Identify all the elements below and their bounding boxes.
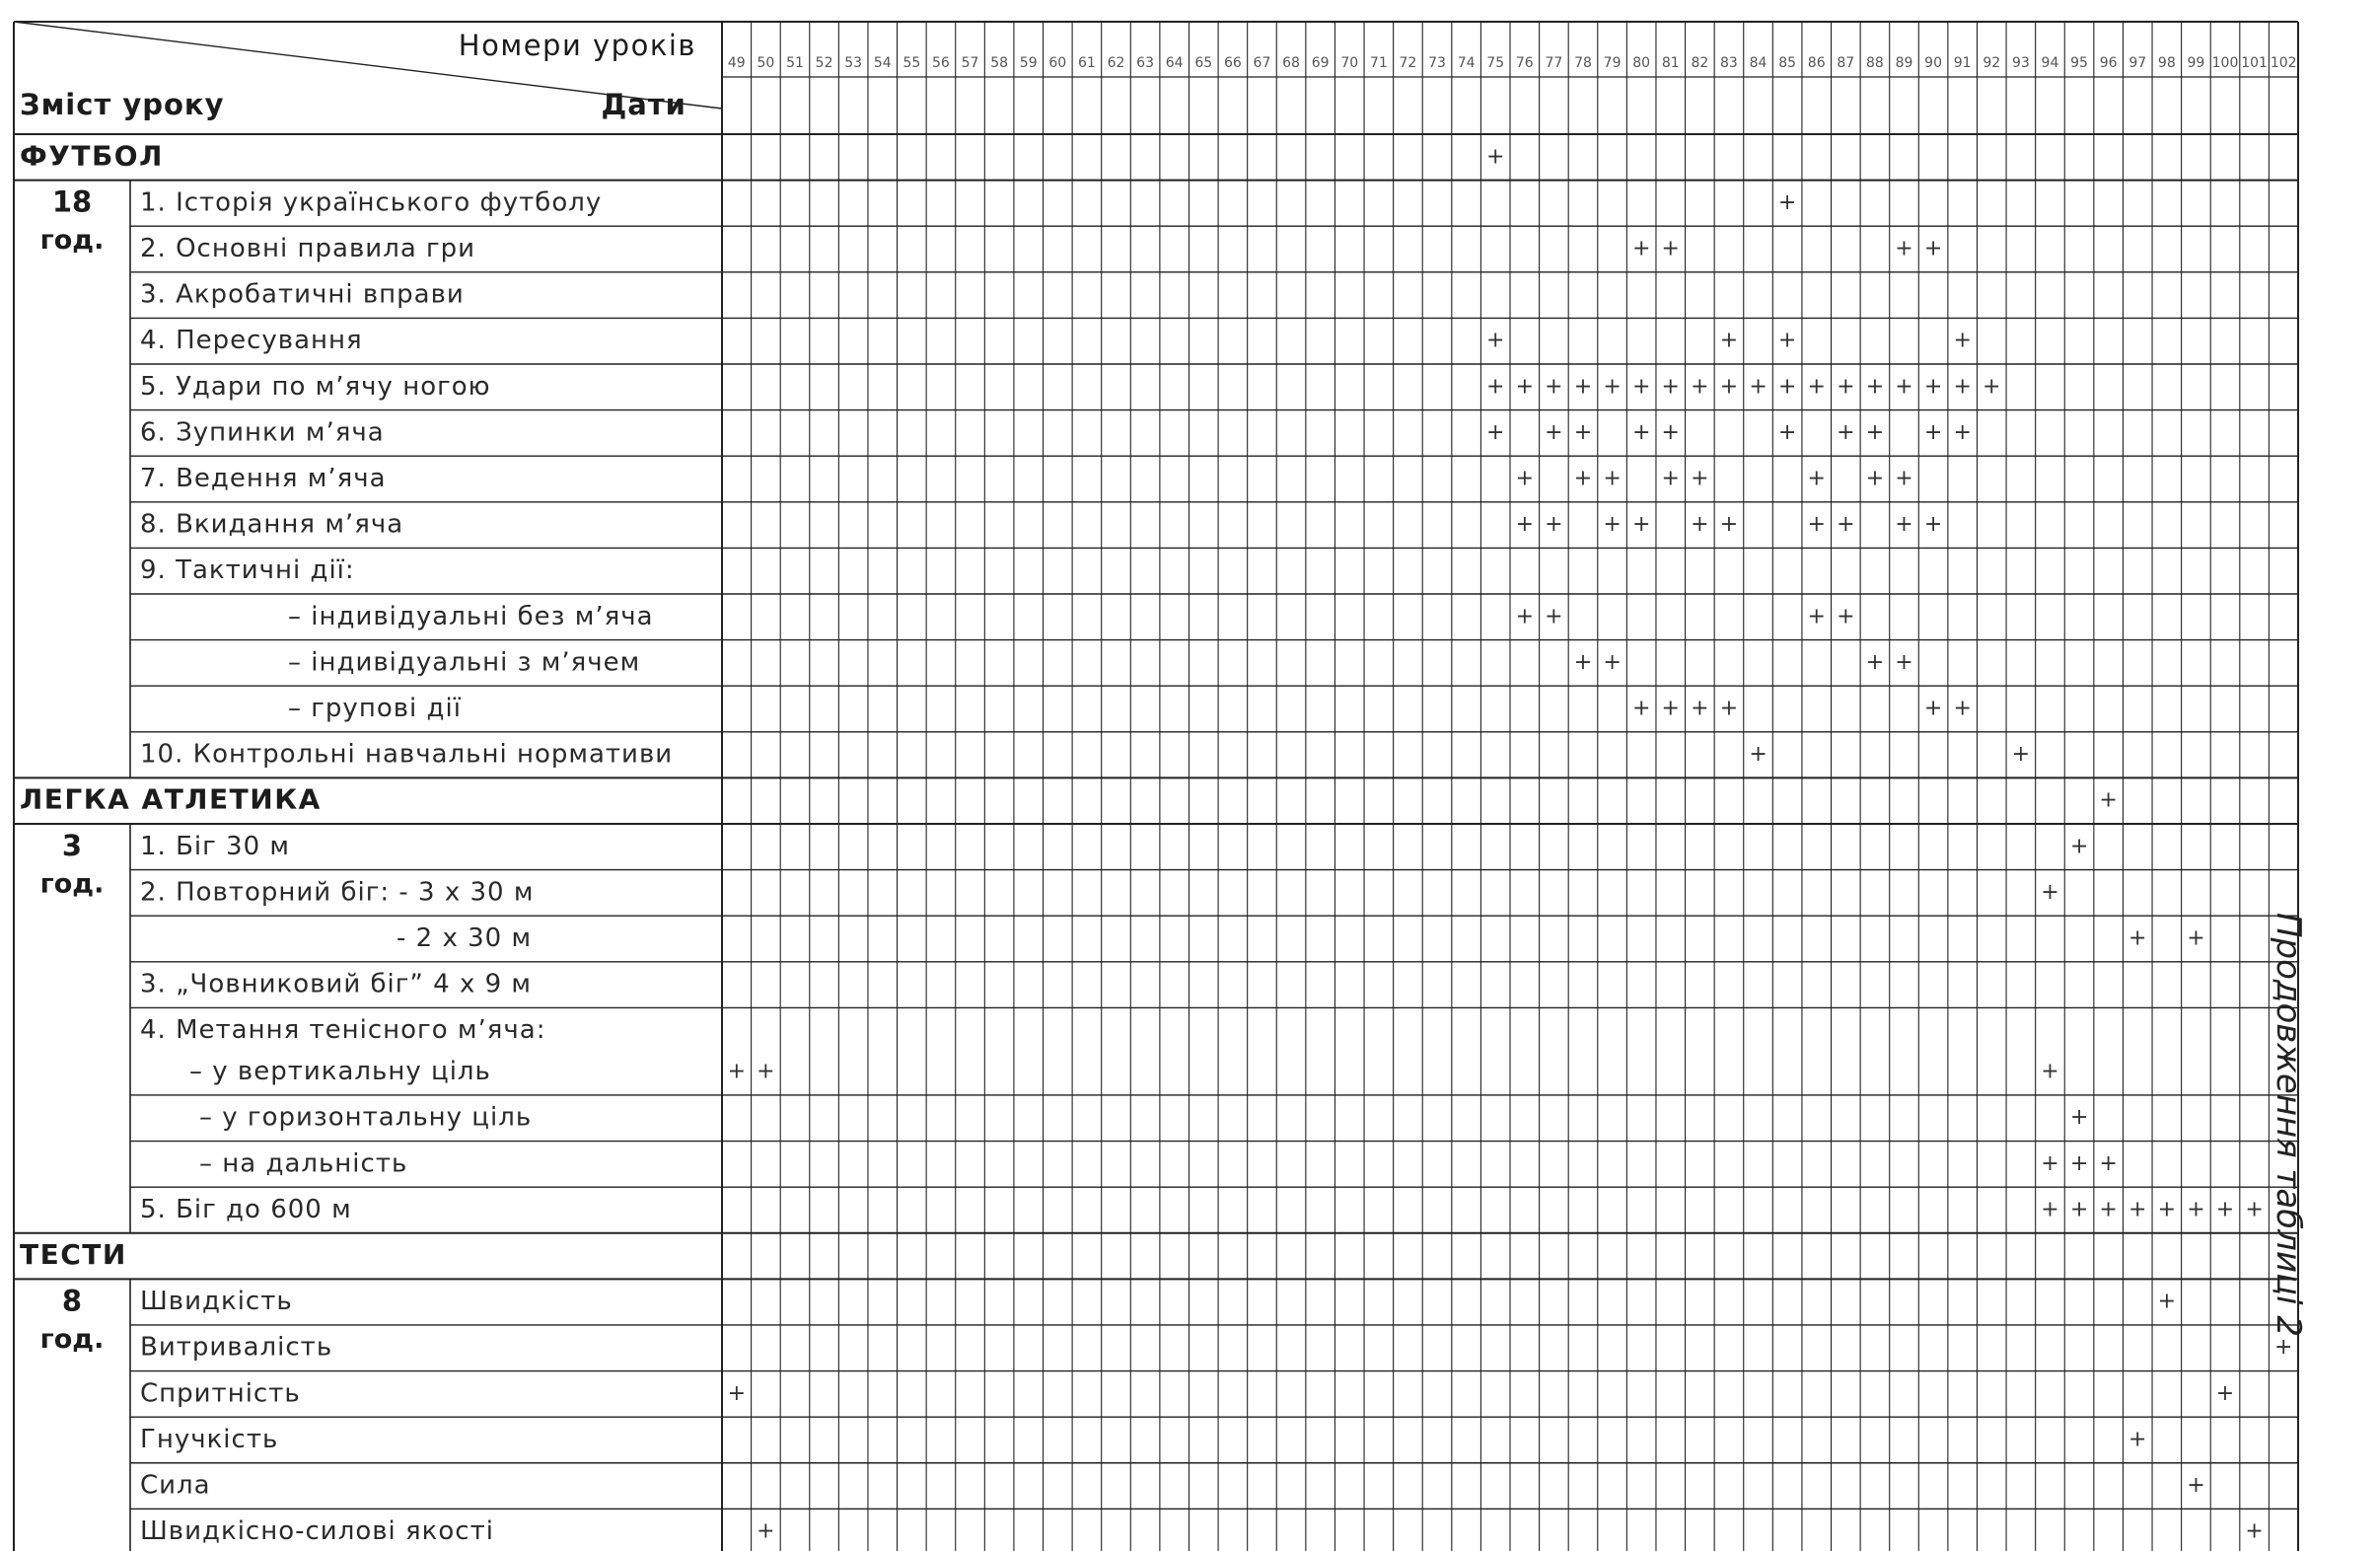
plan-mark-0-7-41: + (1923, 512, 1943, 538)
plan-mark-0-1-32: + (1661, 236, 1680, 261)
lesson-numbers-label: Номери уроків (458, 29, 696, 62)
plan-mark-0-11-34: + (1719, 696, 1739, 721)
plan-mark-0-3-36: + (1777, 328, 1797, 353)
lesson-number-70: 70 (1340, 55, 1359, 71)
plan-mark-0-10-29: + (1573, 649, 1593, 675)
section-title: ЛЕГКА АТЛЕТИКА (20, 782, 322, 816)
lesson-number-87: 87 (1837, 55, 1855, 71)
plan-mark-0-5-28: + (1545, 419, 1563, 445)
topic-text: 2. Повторний біг: - 3 х 30 м (140, 877, 535, 908)
plan-mark-0-7-27: + (1515, 512, 1535, 538)
lesson-number-78: 78 (1574, 55, 1592, 71)
topic-text: 8. Вкидання м’яча (140, 509, 404, 540)
lesson-number-89: 89 (1895, 55, 1913, 71)
plan-mark-0-7-40: + (1895, 512, 1913, 538)
plan-mark-0-9-28: + (1545, 604, 1563, 629)
plan-mark-1-0-46: + (2069, 834, 2089, 859)
lesson-number-65: 65 (1194, 55, 1213, 71)
topic-text: 5. Біг до 600 м (140, 1194, 352, 1224)
lesson-number-99: 99 (2187, 55, 2205, 71)
lesson-number-51: 51 (786, 55, 804, 71)
lesson-content-label: Зміст уроку (20, 88, 225, 121)
plan-mark-0-5-29: + (1573, 419, 1593, 445)
lesson-number-95: 95 (2070, 55, 2088, 71)
plan-mark-0-3-42: + (1953, 328, 1972, 353)
lesson-number-86: 86 (1807, 55, 1826, 71)
lesson-number-76: 76 (1515, 55, 1534, 71)
lesson-number-64: 64 (1165, 55, 1184, 71)
plan-mark-1-7-46: + (2069, 1197, 2089, 1222)
topic-text: – індивідуальні з м’ячем (288, 647, 641, 678)
plan-mark-0-4-28: + (1545, 374, 1563, 400)
plan-mark-0-10-40: + (1895, 649, 1913, 675)
plan-mark-0-6-27: + (1515, 466, 1535, 491)
plan-mark-0-4-41: + (1923, 374, 1943, 400)
section-hours-number: 18 (51, 185, 93, 219)
topic-text: Витривалість (140, 1332, 333, 1363)
lesson-number-100: 100 (2211, 55, 2239, 71)
lesson-number-82: 82 (1691, 55, 1709, 71)
lesson-number-101: 101 (2241, 55, 2268, 71)
lesson-number-68: 68 (1282, 55, 1300, 71)
lesson-number-73: 73 (1428, 55, 1446, 71)
topic-text: 2. Основні правила гри (140, 234, 476, 263)
plan-mark-1-6-46: + (2069, 1150, 2089, 1176)
plan-mark-0-5-32: + (1661, 419, 1680, 445)
plan-mark-0-4-31: + (1631, 374, 1651, 400)
lesson-number-96: 96 (2099, 55, 2118, 71)
plan-mark-2-5-52: + (2245, 1518, 2264, 1544)
plan-mark-0-5-31: + (1631, 419, 1651, 445)
plan-mark-0-7-37: + (1807, 512, 1826, 538)
lesson-number-90: 90 (1924, 55, 1943, 71)
caption-text: Продовження таблиці 2 (2269, 912, 2308, 1338)
plan-mark-0-7-34: + (1719, 512, 1739, 538)
plan-mark-2-1-53: + (2273, 1335, 2293, 1361)
plan-mark-0-12-44: + (2011, 742, 2031, 768)
plan-mark-1-5-46: + (2069, 1105, 2089, 1131)
plan-mark-0-1-40: + (1895, 236, 1913, 261)
plan-mark-0-11-42: + (1953, 696, 1972, 721)
plan-mark-0-7-30: + (1603, 512, 1622, 538)
lesson-number-85: 85 (1778, 55, 1797, 71)
plan-mark-1-7-50: + (2187, 1197, 2205, 1222)
plan-mark-0-5-39: + (1865, 419, 1885, 445)
plan-mark-1-7-45: + (2041, 1197, 2059, 1222)
topic-text: – індивідуальні без м’яча (288, 601, 654, 631)
plan-mark-1-2-50: + (2187, 925, 2205, 951)
topic-text: - 2 х 30 м (397, 923, 533, 953)
plan-mark-1-6-45: + (2041, 1150, 2059, 1176)
plan-mark-0-5-26: + (1485, 419, 1505, 445)
plan-mark-0-7-38: + (1837, 512, 1855, 538)
lesson-number-61: 61 (1077, 55, 1096, 71)
plan-mark-0-6-29: + (1573, 466, 1593, 491)
plan-mark-2-4-50: + (2187, 1473, 2205, 1499)
section-hours-unit: год. (39, 225, 105, 257)
plan-mark-0-0-36: + (1777, 189, 1797, 215)
plan-mark-1-7-48: + (2128, 1197, 2147, 1222)
lesson-number-62: 62 (1107, 55, 1125, 71)
plan-mark-0-3-34: + (1719, 328, 1739, 353)
topic-text: 6. Зупинки м’яча (140, 417, 385, 448)
plan-mark-0-4-35: + (1749, 374, 1767, 400)
plan-mark-0-9-38: + (1837, 604, 1855, 629)
lesson-number-74: 74 (1457, 55, 1476, 71)
plan-mark-0-4-29: + (1573, 374, 1593, 400)
plan-mark-0-3-26: + (1485, 328, 1505, 353)
plan-mark-2-0-49: + (2157, 1289, 2177, 1314)
topic-text: 4. Пересування (140, 326, 363, 356)
plan-mark-2-3-48: + (2128, 1427, 2147, 1452)
plan-mark-1-7-49: + (2157, 1197, 2177, 1222)
plan-mark-0-7-33: + (1691, 512, 1709, 538)
plan-mark-0-11-41: + (1923, 696, 1943, 721)
lesson-number-69: 69 (1311, 55, 1330, 71)
section-title: ФУТБОЛ (20, 139, 164, 173)
plan-mark-0-6-33: + (1691, 466, 1709, 491)
lesson-number-94: 94 (2041, 55, 2059, 71)
plan-mark-0-11-31: + (1631, 696, 1651, 721)
section-hours-unit: год. (39, 868, 105, 900)
lesson-number-80: 80 (1632, 55, 1651, 71)
topic-text: Швидкість (140, 1287, 293, 1317)
plan-mark-1-4-0: + (727, 1059, 747, 1084)
lesson-number-91: 91 (1953, 55, 1972, 71)
plan-mark-s0-26: + (1485, 144, 1505, 170)
plan-mark-0-10-30: + (1603, 649, 1622, 675)
lesson-number-49: 49 (727, 55, 746, 71)
lesson-number-55: 55 (902, 55, 921, 71)
lesson-number-52: 52 (815, 55, 833, 71)
lesson-number-57: 57 (961, 55, 979, 71)
plan-mark-1-4-1: + (757, 1059, 775, 1084)
lesson-number-63: 63 (1136, 55, 1155, 71)
lesson-number-59: 59 (1019, 55, 1038, 71)
section-hours-number: 3 (61, 829, 83, 862)
plan-mark-0-1-41: + (1923, 236, 1943, 261)
lesson-number-77: 77 (1545, 55, 1563, 71)
plan-mark-0-5-42: + (1953, 419, 1972, 445)
topic-text: 3. Акробатичні вправи (140, 279, 465, 310)
plan-mark-1-7-47: + (2099, 1197, 2118, 1222)
topic-text: – групові дії (288, 694, 462, 723)
plan-mark-0-6-37: + (1807, 466, 1826, 491)
plan-mark-0-6-40: + (1895, 466, 1913, 491)
plan-mark-0-4-32: + (1661, 374, 1680, 400)
plan-mark-0-5-41: + (1923, 419, 1943, 445)
plan-mark-s1-47: + (2099, 787, 2118, 813)
lesson-number-56: 56 (932, 55, 950, 71)
plan-mark-0-9-27: + (1515, 604, 1535, 629)
lesson-number-67: 67 (1253, 55, 1271, 71)
plan-mark-0-4-33: + (1691, 374, 1709, 400)
plan-mark-0-4-43: + (1983, 374, 2001, 400)
lesson-number-93: 93 (2011, 55, 2030, 71)
plan-mark-0-4-34: + (1719, 374, 1739, 400)
lesson-number-75: 75 (1486, 55, 1505, 71)
topic-text: 5. Удари по м’ячу ногою (140, 371, 491, 402)
lesson-number-92: 92 (1983, 55, 2001, 71)
topic-text: Швидкісно-силові якості (140, 1516, 494, 1547)
plan-mark-0-6-39: + (1865, 466, 1885, 491)
plan-mark-0-10-39: + (1865, 649, 1885, 675)
lesson-number-81: 81 (1661, 55, 1680, 71)
plan-mark-0-4-42: + (1953, 374, 1972, 400)
plan-mark-0-5-38: + (1837, 419, 1855, 445)
plan-mark-0-4-38: + (1837, 374, 1855, 400)
lesson-number-102: 102 (2270, 55, 2297, 71)
lesson-number-88: 88 (1865, 55, 1884, 71)
topic-text: Сила (140, 1470, 211, 1501)
lesson-number-60: 60 (1048, 55, 1067, 71)
topic-text: 10. Контрольні навчальні нормативи (140, 739, 674, 770)
plan-mark-1-7-51: + (2215, 1197, 2235, 1222)
plan-mark-1-4-45: + (2041, 1059, 2059, 1084)
lesson-number-50: 50 (757, 55, 775, 71)
topic-text: 3. „Човниковий біг” 4 х 9 м (140, 969, 533, 999)
topic-text: 4. Метання тенісного м’яча: (140, 1015, 546, 1046)
lesson-number-83: 83 (1720, 55, 1738, 71)
plan-mark-0-4-27: + (1515, 374, 1535, 400)
topic-text: – у горизонтальну ціль (199, 1102, 533, 1133)
plan-mark-2-2-0: + (727, 1380, 747, 1406)
lesson-number-79: 79 (1603, 55, 1622, 71)
plan-mark-0-4-39: + (1865, 374, 1885, 400)
dates-label: Дати (601, 88, 686, 121)
topic-text: 9. Тактичні дії: (140, 555, 355, 586)
section-title: ТЕСТИ (20, 1238, 127, 1272)
plan-mark-0-11-32: + (1661, 696, 1680, 721)
plan-mark-0-9-37: + (1807, 604, 1826, 629)
lesson-number-54: 54 (873, 55, 892, 71)
plan-mark-0-4-30: + (1603, 374, 1622, 400)
plan-mark-0-4-40: + (1895, 374, 1913, 400)
plan-mark-2-5-1: + (757, 1518, 775, 1544)
plan-mark-0-5-36: + (1777, 419, 1797, 445)
plan-mark-0-6-32: + (1661, 466, 1680, 491)
section-hours-unit: год. (39, 1323, 105, 1355)
plan-mark-0-4-37: + (1807, 374, 1826, 400)
plan-mark-1-2-48: + (2128, 925, 2147, 951)
plan-mark-2-2-51: + (2215, 1380, 2235, 1406)
topic-text: – на дальність (199, 1148, 408, 1179)
plan-mark-0-7-31: + (1631, 512, 1651, 538)
topic-subtext: – у вертикальну ціль (189, 1057, 491, 1087)
topic-text: 7. Ведення м’яча (140, 464, 387, 493)
plan-mark-0-1-31: + (1631, 236, 1651, 261)
plan-mark-0-12-35: + (1749, 742, 1767, 768)
plan-mark-0-7-28: + (1545, 512, 1563, 538)
plan-mark-0-4-26: + (1485, 374, 1505, 400)
lesson-number-97: 97 (2128, 55, 2147, 71)
topic-text: Спритність (140, 1378, 301, 1409)
lesson-number-66: 66 (1223, 55, 1242, 71)
lesson-number-58: 58 (990, 55, 1009, 71)
lesson-number-71: 71 (1369, 55, 1388, 71)
topic-text: 1. Історія українського футболу (140, 187, 603, 218)
plan-mark-1-6-47: + (2099, 1150, 2118, 1176)
plan-mark-0-11-33: + (1691, 696, 1709, 721)
lesson-number-53: 53 (844, 55, 863, 71)
topic-text: 1. Біг 30 м (140, 831, 291, 861)
lesson-number-84: 84 (1749, 55, 1767, 71)
section-hours-number: 8 (61, 1284, 83, 1318)
plan-mark-1-7-52: + (2245, 1197, 2264, 1222)
plan-mark-0-6-30: + (1603, 466, 1622, 491)
plan-mark-1-1-45: + (2041, 879, 2059, 905)
topic-text: Гнучкість (140, 1424, 279, 1454)
plan-mark-0-4-36: + (1777, 374, 1797, 400)
lesson-number-98: 98 (2157, 55, 2176, 71)
lesson-number-72: 72 (1399, 55, 1417, 71)
